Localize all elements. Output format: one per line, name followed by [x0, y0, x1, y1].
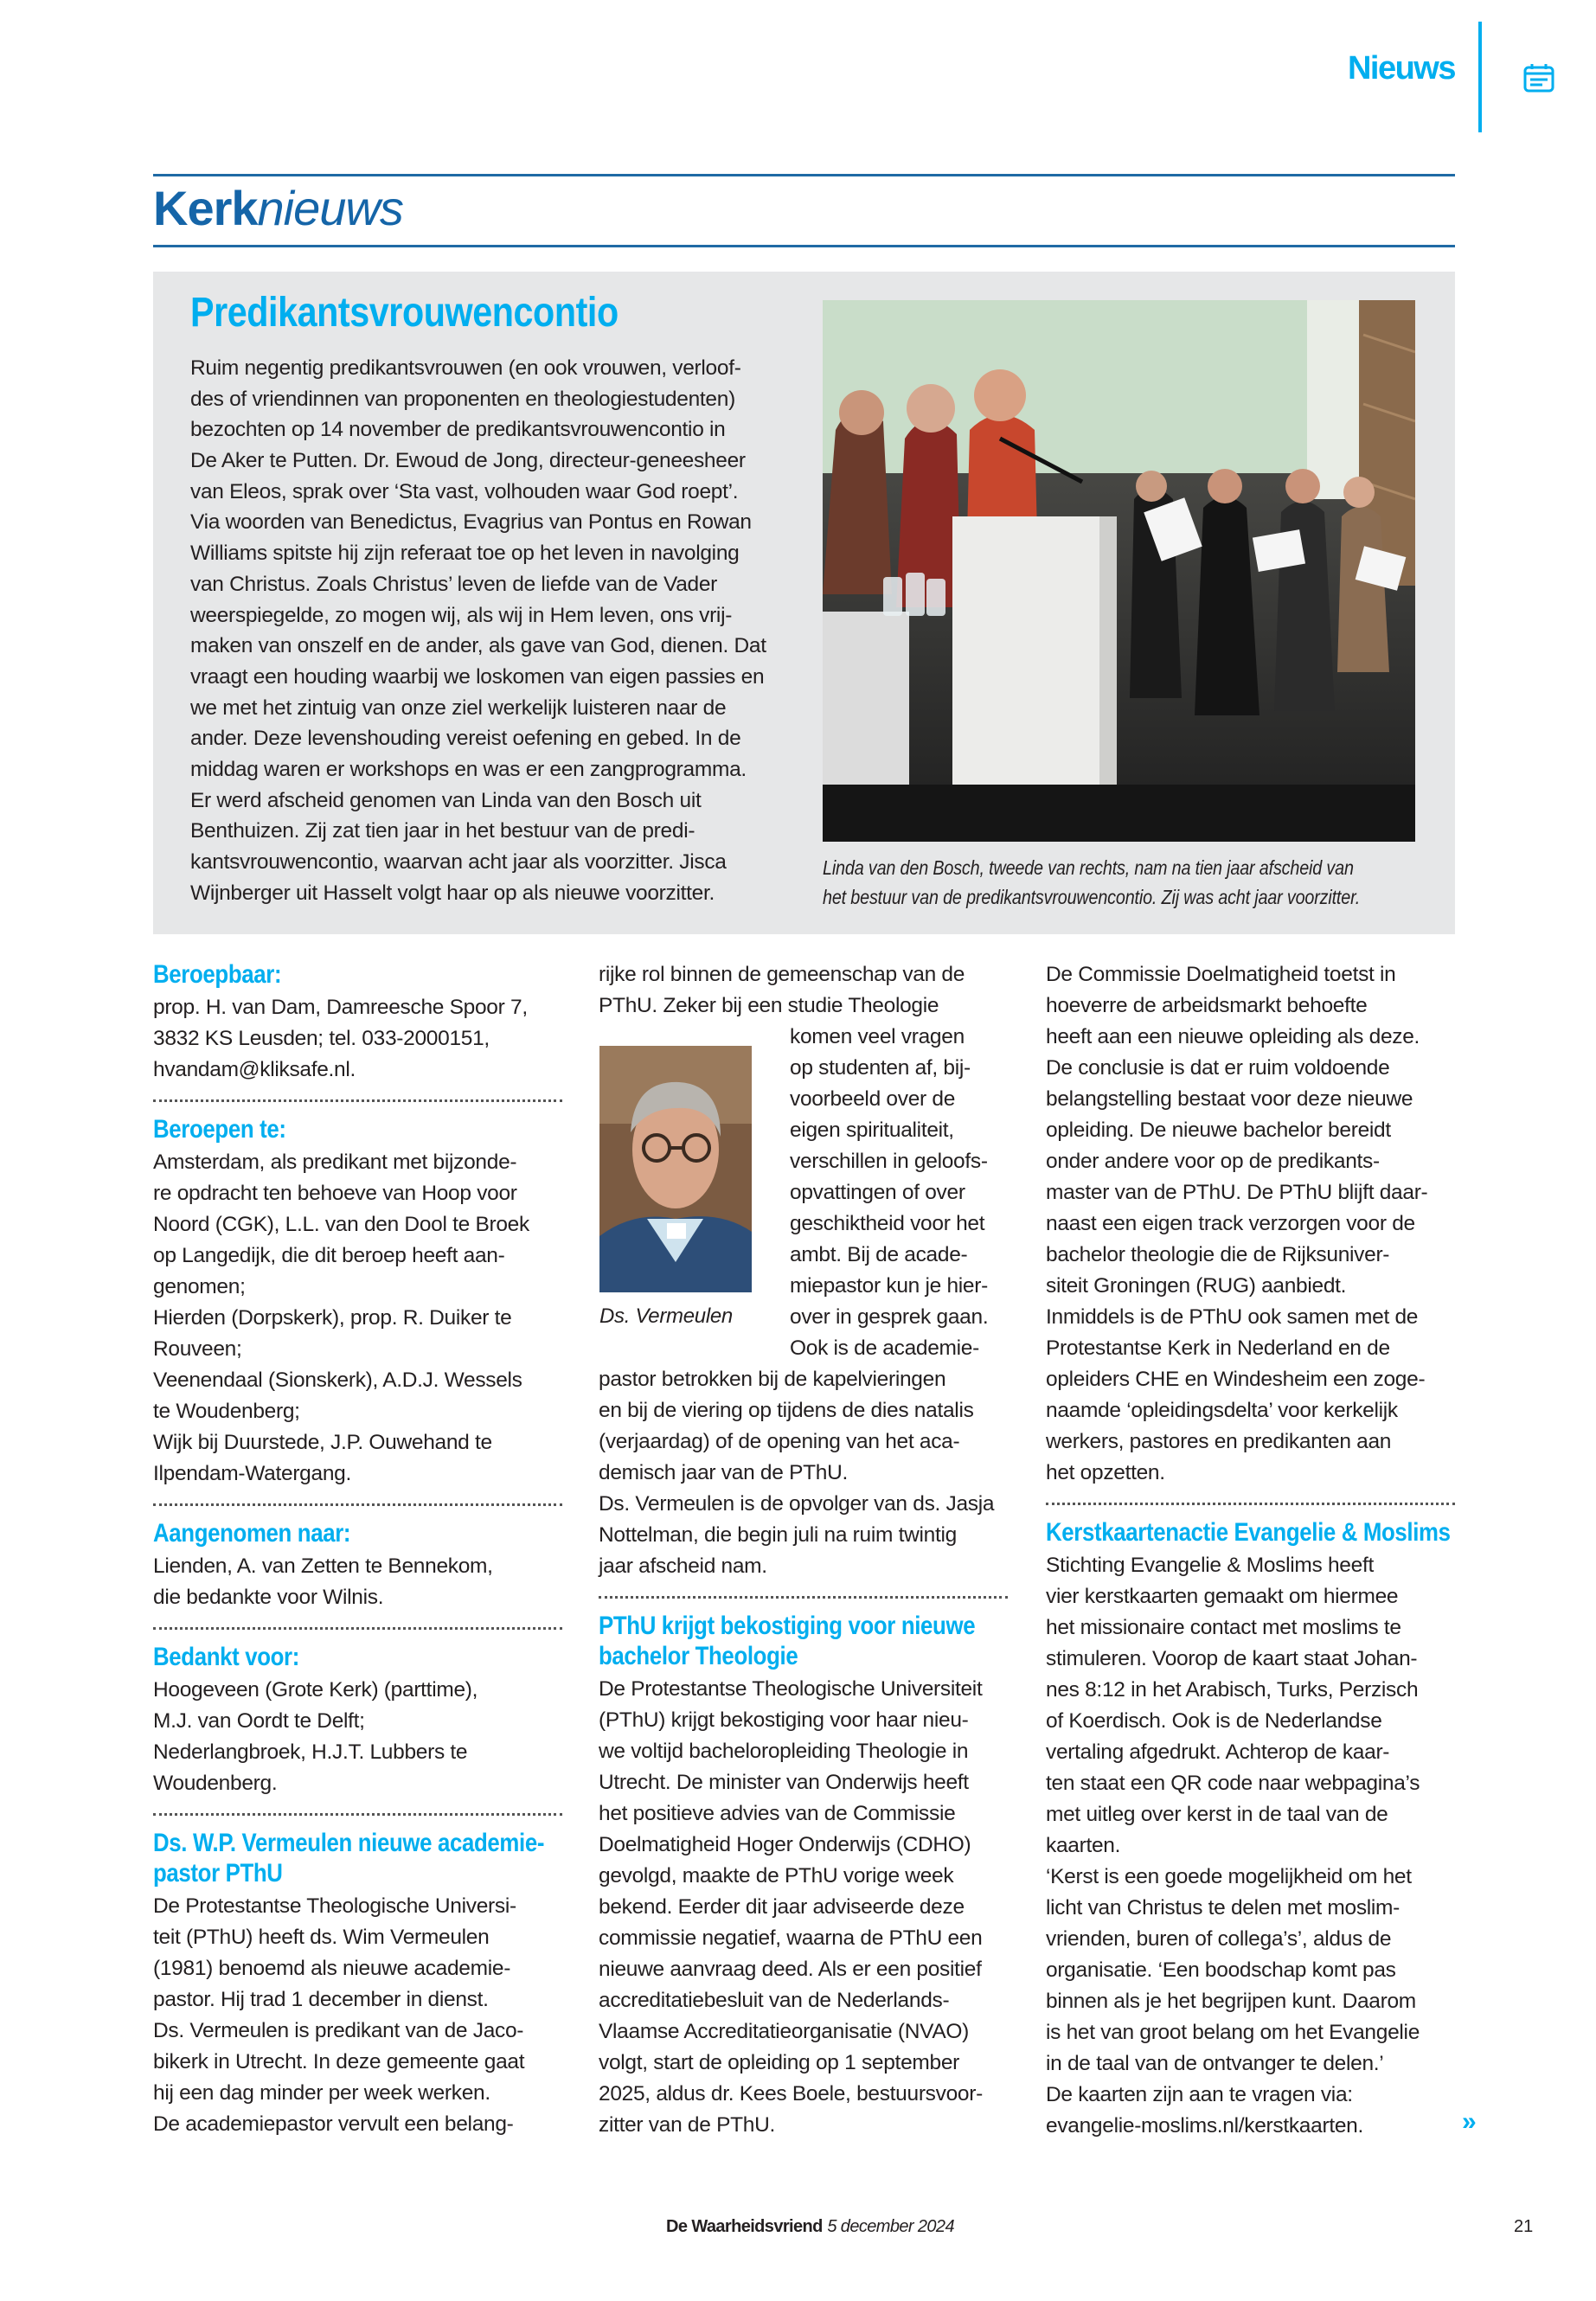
text-line: re opdracht ten behoeve van Hoop voor	[153, 1182, 517, 1205]
text-line: genomen;	[153, 1275, 246, 1298]
footer-publication	[666, 2214, 954, 2239]
text-line: middag waren er workshops en was er een zangprogramma.	[190, 757, 747, 781]
feature-title: Predikantsvrouwencontio	[190, 290, 619, 336]
text-line: op studenten af, bij-	[790, 1056, 971, 1080]
text-line: De kaarten zijn aan te vragen via:	[1046, 2083, 1353, 2106]
text-line: of Koerdisch. Ook is de Nederlandse	[1046, 1709, 1382, 1733]
text-line: van Eleos, sprak over ‘Sta vast, volhouden waar God roept’.	[190, 479, 739, 503]
heading-line: bachelor Theologie	[599, 1642, 798, 1670]
text-line: het bestuur van de predikantsvrouwencontio. Zij was acht jaar voorzitter.	[823, 886, 1361, 908]
text-line: verschillen in geloofs-	[790, 1150, 988, 1173]
dotted-separator	[1046, 1489, 1455, 1517]
text-line: Amsterdam, als predikant met bijzonde-	[153, 1150, 517, 1174]
text-line: we met het zintuig van onze ziel werkelijk luisteren naar de	[190, 695, 727, 720]
text-line: De academiepastor vervult een belang-	[153, 2112, 514, 2136]
text-line: Williams spitste hij zijn referaat toe op het leven in navolging	[190, 542, 740, 566]
text-line: op Langedijk, die dit beroep heeft aan-	[153, 1244, 505, 1267]
article-heading	[153, 1114, 562, 1147]
text-line: 2025, aldus dr. Kees Boele, bestuursvoor-	[599, 2082, 983, 2106]
text-line: en bij de viering op tijdens de dies natalis	[599, 1399, 974, 1422]
text-line: (1981) benoemd als nieuwe academie-	[153, 1957, 511, 1980]
text-line: hvandam@kliksafe.nl.	[153, 1058, 356, 1081]
text-line: opvattingen of over	[790, 1181, 965, 1204]
text-line: Noord (CGK), L.L. van den Dool te Broek	[153, 1213, 529, 1236]
article-heading	[1046, 1517, 1455, 1550]
text-line: Hoogeveen (Grote Kerk) (parttime),	[153, 1678, 478, 1702]
text-line: in de taal van de ontvanger te delen.’	[1046, 2052, 1384, 2075]
text-line: van Christus. Zoals Christus’ leven de liefde van de Vader	[190, 572, 718, 596]
text-line: Wijk bij Duurstede, J.P. Ouwehand te	[153, 1431, 492, 1454]
text-line: Protestantse Kerk in Nederland en de	[1046, 1336, 1390, 1360]
text-line: organisatie. ‘Een boodschap komt pas	[1046, 1958, 1396, 1982]
text-line: Ruim negentig predikantsvrouwen (en ook vrouwen, verloof-	[190, 356, 741, 380]
top-rule	[153, 174, 1455, 176]
text-line: opleiders CHE en Windesheim een zoge-	[1046, 1368, 1426, 1391]
text-line: opleiding. De nieuwe bachelor bereidt	[1046, 1118, 1391, 1142]
heading-line: Ds. W.P. Vermeulen nieuwe academie-	[153, 1829, 545, 1857]
text-line: commissie negatief, waarna de PThU een	[599, 1926, 983, 1950]
text-line: 3832 KS Leusden; tel. 033-2000151,	[153, 1027, 490, 1050]
text-line: Ilpendam-Watergang.	[153, 1462, 351, 1485]
text-line: nes 8:12 in het Arabisch, Turks, Perzisch	[1046, 1678, 1419, 1702]
article-heading	[153, 1642, 562, 1675]
text-line: miepastor kun je hier-	[790, 1274, 988, 1298]
text-line: Hierden (Dorpskerk), prop. R. Duiker te	[153, 1306, 512, 1330]
text-line: onder andere voor op de predikants-	[1046, 1150, 1380, 1173]
portrait-photo	[599, 1046, 752, 1292]
text-line: eigen spiritualiteit,	[790, 1118, 954, 1142]
page-title-italic: nieuws	[257, 181, 403, 235]
heading-line: Aangenomen naar:	[153, 1519, 351, 1548]
text-line: (PThU) krijgt bekostiging voor haar nieu-	[599, 1708, 969, 1732]
text-line: Vlaamse Accreditatieorganisatie (NVAO)	[599, 2020, 969, 2043]
dotted-separator	[599, 1582, 1008, 1611]
portrait-caption: Ds. Vermeulen	[599, 1304, 733, 1328]
text-line: des of vriendinnen van proponenten en theologiestudenten)	[190, 387, 735, 411]
continue-arrow-icon: »	[1462, 2107, 1477, 2136]
column-3	[1046, 959, 1455, 2142]
text-line: bekend. Eerder dit jaar adviseerde deze	[599, 1895, 965, 1919]
text-line: master van de PThU. De PThU blijft daar-	[1046, 1181, 1428, 1204]
text-line: Stichting Evangelie & Moslims heeft	[1046, 1554, 1374, 1577]
heading-line: Kerstkaartenactie Evangelie & Moslims	[1046, 1518, 1451, 1547]
text-line: hoeverre de arbeidsmarkt behoefte	[1046, 994, 1368, 1017]
text-line: naast een eigen track verzorgen voor de	[1046, 1212, 1415, 1235]
text-line: ‘Kerst is een goede mogelijkheid om het	[1046, 1865, 1412, 1888]
text-line: kantsvrouwencontio, waarvan acht jaar als voorzitter. Jisca	[190, 850, 727, 874]
text-line: Rouveen;	[153, 1337, 242, 1361]
text-line: teit (PThU) heeft ds. Wim Vermeulen	[153, 1926, 490, 1949]
text-line: maken van onszelf en de ander, als gave van God, dienen. Dat	[190, 634, 766, 658]
heading-line: Beroepen te:	[153, 1115, 286, 1144]
text-line: Ook is de academie-	[790, 1336, 979, 1360]
text-line: PThU. Zeker bij een studie Theologie	[599, 994, 939, 1017]
feature-photo	[823, 300, 1415, 842]
text-line: Via woorden van Benedictus, Evagrius van Pontus en Rowan	[190, 510, 752, 535]
text-line: siteit Groningen (RUG) aanbiedt.	[1046, 1274, 1347, 1298]
text-line: het missionaire contact met moslims te	[1046, 1616, 1401, 1639]
text-line: ander. Deze levenshouding vereist oefening en gebed. In de	[190, 727, 741, 751]
text-line: Woudenberg.	[153, 1772, 278, 1795]
dotted-separator	[153, 1490, 562, 1518]
text-line: het opzetten.	[1046, 1461, 1165, 1484]
text-line: die bedankte voor Wilnis.	[153, 1586, 384, 1609]
text-line: te Woudenberg;	[153, 1400, 300, 1423]
text-line: Veenendaal (Sionskerk), A.D.J. Wessels	[153, 1368, 522, 1392]
text-line: pastor betrokken bij de kapelvieringen	[599, 1368, 946, 1391]
text-line: pastor. Hij trad 1 december in dienst.	[153, 1988, 489, 2011]
text-line: heeft aan een nieuwe opleiding als deze.	[1046, 1025, 1420, 1048]
text-line: hij een dag minder per week werken.	[153, 2081, 490, 2105]
section-label: Nieuws	[1347, 50, 1455, 87]
text-line: accreditatiebesluit van de Nederlands-	[599, 1989, 950, 2012]
heading-line: Bedankt voor:	[153, 1643, 299, 1671]
text-line: De Commissie Doelmatigheid toetst in	[1046, 963, 1396, 986]
text-line: nieuwe aanvraag deed. Als er een positief	[599, 1958, 982, 1981]
text-line: De Aker te Putten. Dr. Ewoud de Jong, directeur-geneesheer	[190, 449, 746, 473]
photo-wrap-block	[599, 1022, 1008, 1364]
header-divider	[1478, 22, 1482, 132]
page-number: 21	[1514, 2217, 1534, 2236]
text-line: weerspiegelde, zo mogen wij, als wij in Hem leven, ons vrij-	[190, 603, 733, 627]
text-line: Nottelman, die begin juli na ruim twintig	[599, 1523, 957, 1547]
article-heading	[153, 1518, 562, 1551]
text-line: volgt, start de opleiding op 1 september	[599, 2051, 960, 2074]
text-line: belangstelling bestaat voor deze nieuwe	[1046, 1087, 1413, 1111]
dotted-separator	[153, 1613, 562, 1642]
text-line: Linda van den Bosch, tweede van rechts, nam na tien jaar afscheid van	[823, 856, 1354, 879]
text-line: Nederlangbroek, H.J.T. Lubbers te	[153, 1740, 468, 1764]
text-line: voorbeeld over de	[790, 1087, 956, 1111]
heading-line: Beroepbaar:	[153, 960, 282, 989]
text-line: bezochten op 14 november de predikantsvrouwencontio in	[190, 418, 726, 442]
page-title	[153, 178, 403, 239]
column-1	[153, 959, 562, 2140]
calendar-icon	[1522, 62, 1555, 93]
text-line: evangelie-moslims.nl/kerstkaarten.	[1046, 2114, 1363, 2138]
article-heading	[153, 959, 562, 992]
text-line: vier kerstkaarten gemaakt om hiermee	[1046, 1585, 1399, 1608]
text-line: Utrecht. De minister van Onderwijs heeft	[599, 1771, 969, 1794]
text-line: Wijnberger uit Hasselt volgt haar op als nieuwe voorzitter.	[190, 881, 715, 905]
text-line: De conclusie is dat er ruim voldoende	[1046, 1056, 1390, 1080]
text-line: Inmiddels is de PThU ook samen met de	[1046, 1305, 1419, 1329]
text-line: (verjaardag) of de opening van het aca-	[599, 1430, 960, 1453]
feature-photo-caption	[823, 853, 1445, 912]
text-line: geschiktheid voor het	[790, 1212, 985, 1235]
text-line: komen veel vragen	[790, 1025, 965, 1048]
text-line: bikerk in Utrecht. In deze gemeente gaat	[153, 2050, 525, 2073]
heading-line: PThU krijgt bekostiging voor nieuwe	[599, 1612, 976, 1640]
publication-name: De Waarheidsvriend	[666, 2217, 823, 2236]
text-line: zitter van de PThU.	[599, 2113, 775, 2137]
publication-date: 5 december 2024	[827, 2217, 954, 2236]
text-line: prop. H. van Dam, Damreesche Spoor 7,	[153, 996, 528, 1019]
text-line: werkers, pastores en predikanten aan	[1046, 1430, 1392, 1453]
text-line: we voltijd bacheloropleiding Theologie in	[599, 1740, 969, 1763]
text-line: vrienden, buren of collega’s’, aldus de	[1046, 1927, 1392, 1951]
text-line: gevolgd, maakte de PThU vorige week	[599, 1864, 954, 1888]
text-line: Er werd afscheid genomen van Linda van den Bosch uit	[190, 788, 702, 812]
text-line: ten staat een QR code naar webpagina’s	[1046, 1772, 1420, 1795]
text-line: bachelor theologie die de Rijksuniver-	[1046, 1243, 1390, 1266]
text-line: kaarten.	[1046, 1834, 1121, 1857]
text-line: licht van Christus te delen met moslim-	[1046, 1896, 1401, 1920]
text-line: vertaling afgedrukt. Achterop de kaar-	[1046, 1740, 1390, 1764]
text-line: over in gesprek gaan.	[790, 1305, 989, 1329]
text-line: jaar afscheid nam.	[599, 1554, 767, 1578]
text-line: is het van groot belang om het Evangelie	[1046, 2021, 1420, 2044]
text-line: binnen als je het begrijpen kunt. Daarom	[1046, 1990, 1416, 2013]
text-line: naamde ‘opleidingsdelta’ voor kerkelijk	[1046, 1399, 1398, 1422]
article-heading	[599, 1611, 1008, 1674]
text-line: M.J. van Oordt te Delft;	[153, 1709, 365, 1733]
column-2	[599, 959, 1008, 2141]
text-line: De Protestantse Theologische Universi-	[153, 1894, 516, 1918]
text-line: stimuleren. Voorop de kaart staat Johan-	[1046, 1647, 1418, 1670]
page-title-bold: Kerk	[153, 181, 258, 235]
dotted-separator	[153, 1799, 562, 1828]
title-rule	[153, 245, 1455, 247]
text-line: met uitleg over kerst in de taal van de	[1046, 1803, 1388, 1826]
text-line: De Protestantse Theologische Universiteit	[599, 1677, 983, 1701]
text-line: Doelmatigheid Hoger Onderwijs (CDHO)	[599, 1833, 971, 1856]
text-line: Ds. Vermeulen is predikant van de Jaco-	[153, 2019, 524, 2042]
text-line: het positieve advies van de Commissie	[599, 1802, 956, 1825]
text-line: Ds. Vermeulen is de opvolger van ds. Jasja	[599, 1492, 995, 1516]
article-heading	[153, 1828, 562, 1891]
text-line: ambt. Bij de acade-	[790, 1243, 968, 1266]
dotted-separator	[153, 1086, 562, 1114]
feature-body	[190, 353, 796, 908]
text-line: Lienden, A. van Zetten te Bennekom,	[153, 1554, 493, 1578]
text-line: Benthuizen. Zij zat tien jaar in het bestuur van de predi-	[190, 819, 695, 843]
text-line: demisch jaar van de PThU.	[599, 1461, 848, 1484]
text-line: rijke rol binnen de gemeenschap van de	[599, 963, 965, 986]
text-line: vraagt een houding waarbij we loskomen van eigen passies en	[190, 664, 765, 689]
heading-line: pastor PThU	[153, 1859, 283, 1888]
